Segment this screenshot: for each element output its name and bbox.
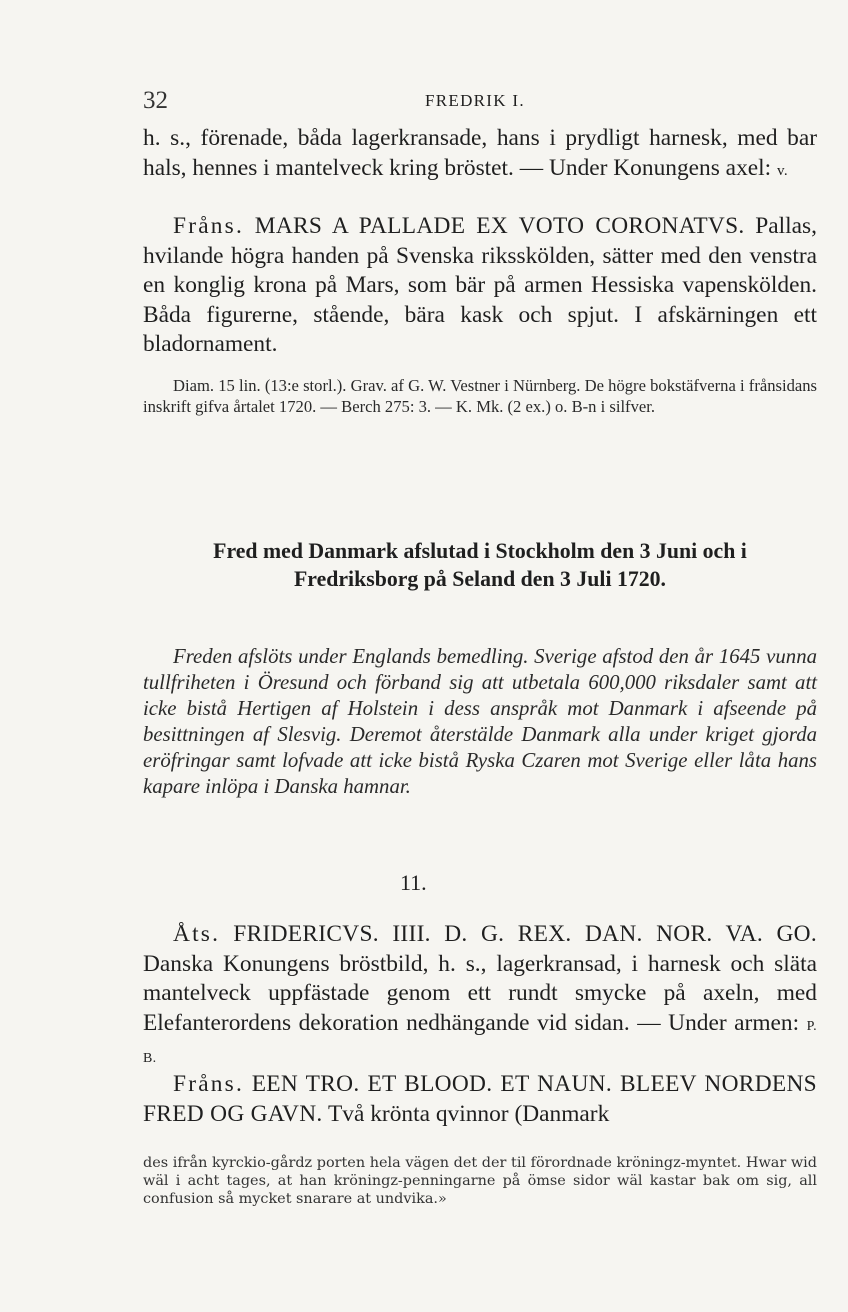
running-title: FREDRIK I. — [425, 91, 525, 110]
section-title: Fred med Danmark afslutad i Stockholm den 3 Juni och i Fredriksborg på Seland den 3 Juli 1720. — [213, 539, 747, 591]
obverse-text: Danska Konungens bröstbild, h. s., lagerkransad, i harnesk och släta mantelveck uppfästade genom ett rundt smycke på axeln, med Elefanterordens dekoration nedhängande vid sidan. — Under armen: — [143, 950, 817, 1036]
reverse-legend-2: EEN TRO. ET BLOOD. ET NAUN. BLEEV NORDENS FRED OG GAVN. — [143, 1071, 817, 1127]
reverse-text: Pallas, hvilande högra handen på Svenska riksskölden, sätter med den venstra en konglig krona på Mars, som bär på armen Hessiska vapenskölden. Båda figurerne, stående, bära kask och spjut. I afskärningen ett bladornament. — [143, 213, 817, 357]
reverse-paragraph — [143, 212, 817, 360]
engraver-initials: P. B. — [143, 1018, 817, 1066]
reverse-label-2: Fråns. — [173, 1071, 245, 1097]
engraver-mark: v. — [777, 162, 788, 179]
page-number: 32 — [143, 87, 168, 114]
reverse-paragraph-2 — [143, 1070, 817, 1129]
description-paragraph — [143, 124, 817, 186]
historical-note: Freden afslöts under Englands bemedling. Sverige afstod den år 1645 vunna tullfriheten i Öresund och förband sig att utbetala 600,000 riksdaler samt att icke bistå Hertigen af Holstein i dess anspråk mot Danmark i afseende på besittningen af Slesvig. Deremot återstälde Danmark alla under kriget gjorda eröfringar samt lofvade att icke bistå Ryska Czaren mot Sverige eller låta hans kapare inlöpa i Danska hamnar. — [143, 645, 817, 798]
description-text: h. s., förenade, båda lagerkransade, hans i prydligt harnesk, med bar hals, hennes i mantelveck kring bröstet. — Under Konungens axel: — [143, 125, 817, 181]
reverse-legend: MARS A PALLADE EX VOTO CORONATVS. — [254, 213, 745, 239]
page-header — [143, 87, 813, 115]
obverse-label: Åts. — [173, 921, 221, 947]
item-number: 11. — [400, 870, 427, 895]
obverse-legend: FRIDERICVS. IIII. D. G. REX. DAN. NOR. VA. GO. — [233, 921, 817, 947]
measurement-note: Diam. 15 lin. (13:e storl.). Grav. af G. W. Vestner i Nürnberg. De högre bokstäfverna i frånsidans inskrift gifva årtalet 1720. — Berch 275: 3. — K. Mk. (2 ex.) o. B-n i silfver. — [143, 376, 817, 416]
footnote: des ifrån kyrckio-gårdz porten hela vägen det der til förordnade kröningz-myntet. Hwar wid wäl i acht tages, at han kröningz-penningarne på ömse sidor wäl kastar bak om sig, all confusion så mycket snarare at undvika.» — [143, 1155, 817, 1207]
reverse-text-2: Två krönta qvinnor (Danmark — [328, 1100, 610, 1127]
reverse-label: Fråns. — [173, 213, 245, 239]
obverse-paragraph — [143, 920, 817, 1074]
